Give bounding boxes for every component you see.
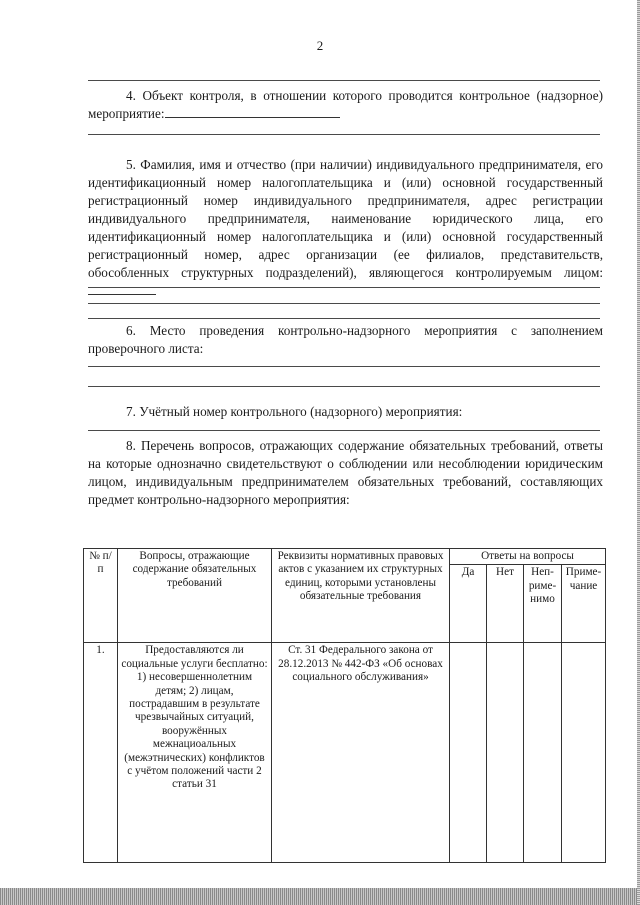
fill-line [88,366,600,367]
page-number: 2 [316,38,324,53]
checklist-table [83,548,606,863]
row-number: 1. [84,643,118,863]
row-answer-yes[interactable] [450,643,487,863]
fill-line [88,134,600,135]
header-not-applicable: Неп-риме-нимо [524,565,562,643]
row-note[interactable] [562,643,606,863]
header-questions: Вопросы, отражающие содержание обязательных требований [118,549,272,643]
item-8-label: 8. Перечень вопросов, отражающих содержание обязательных требований, ответы на которые однозначно свидетельствуют о соблюдении или несоблюдении юридическим лицом, индивидуальным предпринимателем обязательных требований, составляющих предмет контрольно-надзорного мероприятия: [88,438,603,507]
row-answer-no[interactable] [487,643,524,863]
separator-line [88,80,600,81]
fill-line [88,287,600,288]
item-5-label: 5. Фамилия, имя и отчество (при наличии) индивидуального предпринимателя, его идентификационный номер налогоплательщика и (или) основной государственный регистрационный номер индивидуального предпринимателя, адрес регистрации индивидуального предпринимателя, наименование юридического лица, его идентификационный номер налогоплательщика и (или) основной государственный регистрационный номер, адрес организации (ее филиалов, представительств, обособленных структурных подразделений), являющегося контролируемым лицом: [88,157,603,280]
scan-edge-bottom [0,888,640,905]
item-6-label: 6. Место проведения контрольно-надзорного мероприятия с заполнением проверочного листа: [88,323,603,356]
header-no: Нет [487,565,524,643]
item-4-text [88,87,603,123]
header-number: № п/п [84,549,118,643]
item-8-text [88,437,603,509]
row-answer-not-applicable[interactable] [524,643,562,863]
item-6-text [88,322,603,358]
item-7-text [88,403,603,421]
fill-line [88,318,600,319]
header-yes: Да [450,565,487,643]
item-4-label: 4. Объект контроля, в отношении которого проводится контрольное (надзорное) мероприятие: [88,88,603,121]
row-requisite: Ст. 31 Федерального закона от 28.12.2013 № 442-ФЗ «Об основах социального обслуживания» [272,643,450,863]
item-5-fill-line [88,284,156,295]
fill-line [88,303,600,304]
fill-line [88,386,600,387]
item-5-text [88,156,603,300]
fill-line [88,430,600,431]
item-7-label: 7. Учётный номер контрольного (надзорного) мероприятия: [126,404,463,419]
header-note: Приме-чание [562,565,606,643]
table-row [84,643,606,863]
row-question: Предоставляются ли социальные услуги бесплатно: 1) несовершеннолетним детям; 2) лицам, пострадавшим в результате чрезвычайных ситуаций, вооружённых межнациоальных (межэтнических) конфликтов с учётом положений части 2 статьи 31 [118,643,272,863]
item-4-fill-line [165,107,340,118]
header-answers: Ответы на вопросы [450,549,606,565]
header-requisites: Реквизиты нормативных правовых актов с указанием их структурных единиц, которыми установлены обязательные требования [272,549,450,643]
